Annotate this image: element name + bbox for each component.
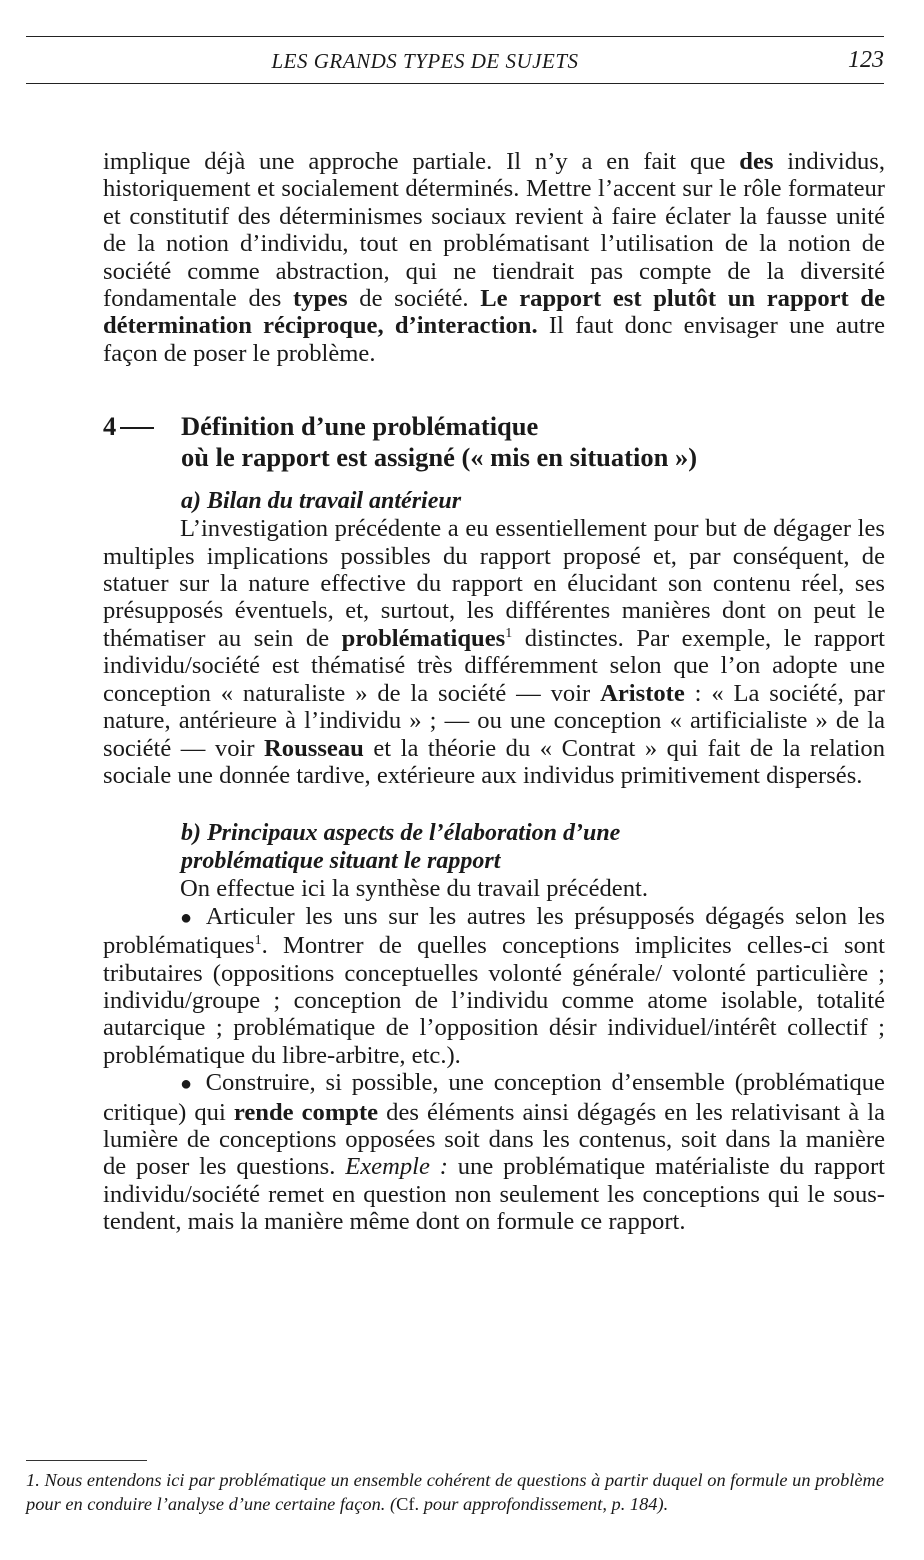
bold-text: types [292,285,348,313]
text: pour approfondissement, p. 184). [419,1493,669,1514]
page-body [103,148,885,1236]
italic-text: Exemple : [345,1153,448,1181]
paragraph-bilan [103,515,885,789]
text: 1. Nous entendons ici par problématique un ensemble cohérent de questions à partir duquel on formule un problème pour en conduire l’analyse d’une certaine façon. ( [26,1470,884,1514]
bold-text: problématiques [341,624,506,652]
subheading-a: a) Bilan du travail antérieur [181,488,462,515]
text: implique déjà une approche partiale. Il n’y a en fait que [103,148,740,175]
page-number: 123 [848,47,884,73]
bold-text: rende compte [233,1098,379,1126]
bullet-paragraph-1 [103,903,885,1069]
text: L’investigation précédente a eu essentiellement pour but de dégager les multiples implications possibles du rapport proposé et, par conséquent, de statuer sur la nature effective du rapport en élucidant son contenu réel, ses présupposés éventuels, et, surtout, les différentes manières dont on peut le thématiser au sein de [103,515,885,652]
text: Cf. [396,1493,420,1514]
subheading-b-line-1: b) Principaux aspects de l’élaboration d’une [181,820,621,847]
text: une problématique matérialiste du rapport individu/société remet en question non seulement les conceptions qui le sous-tendent, mais la manière même dont on formule ce rapport. [103,1153,886,1236]
text: . Montrer de quelles conceptions implicites celles-ci sont tributaires (oppositions conceptuelles volonté générale/ volonté particulière ; individu/groupe ; conception de l’individu comme atome isolable, totalité autarcique ; problématique de l’opposition désir individuel/intérêt collectif ; problématique du libre-arbitre, etc.). [103,932,885,1069]
text: Articuler les uns sur les autres les présupposés dégagés selon les problématiques [103,902,885,960]
bullet-paragraph-2 [103,1069,885,1235]
bullet-icon: ● [180,1073,196,1096]
footnote-divider [26,1460,147,1461]
subheading-b-line-2: problématique situant le rapport [181,848,501,875]
text: distinctes. Par exemple, le rapport individu/société est thématisé très différemment selon que l’on adopte une conception « naturaliste » de la société — voir [103,624,885,707]
section-title-line-2: où le rapport est assigné (« mis en situation ») [181,442,698,473]
running-title: LES GRANDS TYPES DE SUJETS [271,49,579,73]
bold-text: Rousseau [264,734,364,762]
paragraph-continued [103,148,885,367]
text: individus, historiquement et socialement déterminés. Mettre l’accent sur le rôle formateur et constitutif des déterminismes sociaux revient à faire éclater la fausse unité de la notion d’individu, tout en problématisant l’utilisation de la notion de société comme abstraction, qui ne tiendrait pas compte de la diversité fondamentale des [103,148,886,313]
section-heading [103,411,885,473]
footnote [26,1469,884,1516]
text: et la théorie du « Contrat » qui fait de la relation sociale une donnée tardive, extérieure aux individus primitivement dispersés. [103,734,886,789]
bold-text: des [739,148,774,175]
bullet-icon: ● [180,906,197,929]
text: des éléments ainsi dégagés en les relativisant à la lumière de conceptions opposées soit dans les contenus, soit dans la manière de poser les questions. [103,1098,886,1181]
running-header [26,36,884,84]
footnote-ref[interactable]: 1 [254,932,262,948]
text: de société. [347,285,481,313]
paragraph-intro: On effectue ici la synthèse du travail précédent. [180,875,648,903]
bold-text: Le rapport est plutôt un rapport de détermination réciproque, d’interaction. [103,285,885,340]
subheading-b [181,819,885,875]
text: Il faut donc envisager une autre façon de poser le problème. [103,312,885,367]
footnote-ref[interactable]: 1 [505,625,513,641]
section-title-line-1: Définition d’une problématique [181,411,539,442]
section-dash [120,427,154,429]
text: : « La société, par nature, antérieure à l’individu » ; — ou une conception « artificialiste » de la société — voir [103,679,885,762]
bold-text: Aristote [600,679,685,707]
section-number-digit: 4 [103,411,117,442]
text: Construire, si possible, une conception d’ensemble (problématique critique) qui [103,1069,885,1126]
section-number [103,411,181,473]
